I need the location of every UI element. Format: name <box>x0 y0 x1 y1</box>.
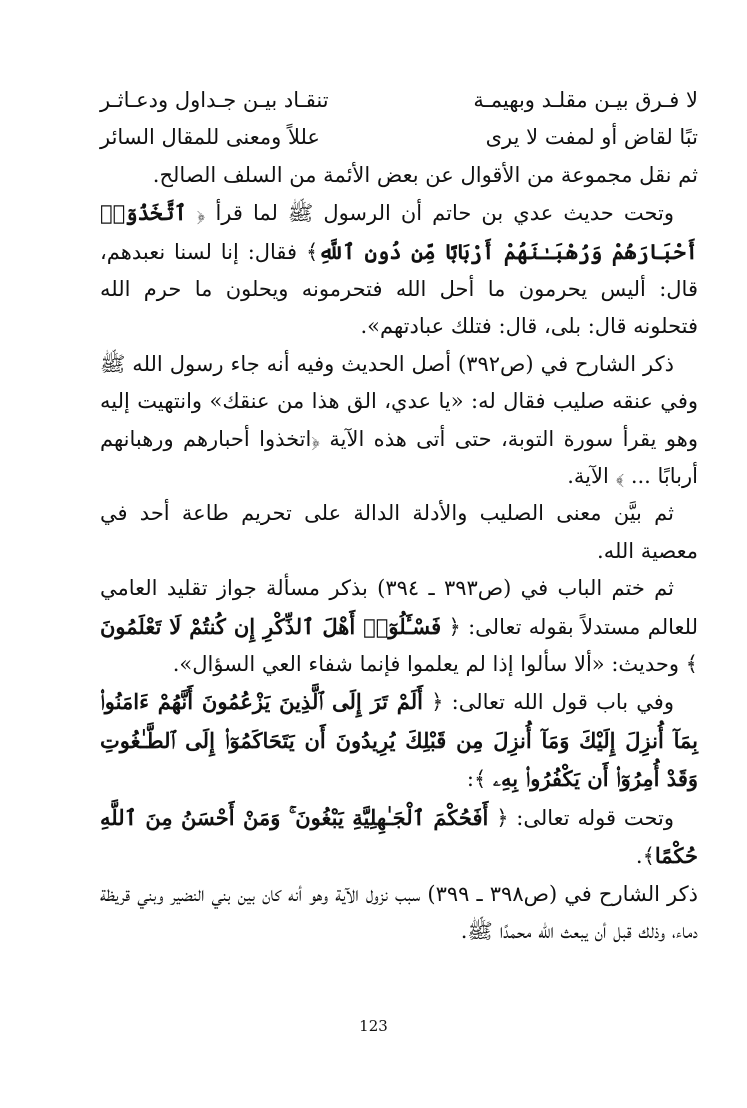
paragraph-salaf-quotes: ثم نقل مجموعة من الأقوال عن بعض الأئمة من السلف الصالح. <box>152 162 698 187</box>
paragraph-text: ﴾ فقال: إنا لسنا نعبدهم، قال: أليس يحرمون ما أحل الله فتحرمونه ويحلون ما حرم الله فتحلونه قال: بلى، قال: فتلك عبادتهم». <box>100 239 698 339</box>
paragraph-text: ثم ختم الباب في (ص٣٩٣ ـ ٣٩٤) بذكر مسألة جواز تقليد العامي للعالم مستدلاً بقوله تعالى: ﴿ <box>100 576 698 639</box>
paragraph-revelation-cause: ذكر الشارح في (ص٣٩٨ ـ ٣٩٩) سبب نزول الآية وهو أنه كان بين بني النضير وبني قريظة دماء، وذلك قبل أن يبعث الله محمدًا ﷺ. <box>100 881 698 943</box>
quran-verse: أَلَمْ تَرَ إِلَى ٱلَّذِينَ يَزْعُمُونَ أَنَّهُمْ ءَامَنُوا۟ بِمَآ أُنزِلَ إِلَيْكَ وَمَآ أُنزِلَ مِن قَبْلِكَ يُرِيدُونَ أَن يَتَحَاكَمُوٓا۟ إِلَى ٱلطَّـٰغُوتِ وَقَدْ أُمِرُوٓا۟ أَن يَكْفُرُوا۟ بِهِۦ <box>100 689 698 792</box>
paragraph-text: وتحت قوله تعالى: ﴿ <box>488 805 674 830</box>
poem-line1-left-hemistich: تنقـاد بيـن جـداول ودعـاثـر <box>100 88 329 112</box>
quran-verse: فَسْـَٔلُوٓا۟ أَهْلَ ٱلذِّكْرِ إِن كُنتُمْ لَا تَعْلَمُونَ <box>100 613 442 639</box>
poem-line2-left-hemistich: عللاً ومعنى للمقال السائر <box>100 125 320 150</box>
paragraph-text: وفي باب قول الله تعالى: ﴿ <box>422 690 674 715</box>
paragraph-text: ﴾. <box>635 844 655 869</box>
poem-line2-right-hemistich: تبًا لقاض أو لمفت لا يرى <box>485 125 698 150</box>
paragraph-text: ﴾: <box>466 767 493 792</box>
paragraph-cross-meaning: ثم بيَّن معنى الصليب والأدلة الدالة على تحريم طاعة أحد في معصية الله. <box>100 501 698 563</box>
paragraph-adi-hadith <box>100 194 698 346</box>
paragraph-sharih-392: ذكر الشارح في (ص٣٩٢) أصل الحديث وفيه أنه جاء رسول الله ﷺ وفي عنقه صليب فقال له: «يا عدي، الق هذا من عنقك» وانتهيت إليه وهو يقرأ سورة التوبة، حتى أتى هذه الآية ﴿اتخذوا أحبارهم ورهبانهم أربابًا ... ﴾ الآية. <box>100 351 698 489</box>
poem-verses <box>100 82 698 157</box>
paragraph-text: ﴾ وحديث: «ألا سألوا إذا لم يعلموا فإنما شفاء العي السؤال». <box>172 652 698 677</box>
quran-verse: ٱتَّخَذُوٓا۟ أَحْبَارَهُمْ وَرُهْبَـٰنَهُمْ أَرْبَابًا مِّن دُونِ ٱللَّهِ <box>100 200 698 264</box>
paragraph-jahiliyyah-verse <box>100 799 698 876</box>
paragraph-text: وتحت حديث عدي بن حاتم أن الرسول ﷺ لما قرأ ﴿ <box>186 201 674 226</box>
paragraph-taghut-chapter <box>100 683 698 798</box>
poem-line1-right-hemistich: لا فـرق بيـن مقلـد وبهيمـة <box>473 88 698 112</box>
page-body <box>100 82 698 950</box>
quran-verse: أَفَحُكْمَ ٱلْجَـٰهِلِيَّةِ يَبْغُونَ ۚ وَمَنْ أَحْسَنُ مِنَ ٱللَّهِ حُكْمًا <box>100 804 698 869</box>
paragraph-taqlid <box>100 570 698 683</box>
page-number: 123 <box>359 1017 388 1035</box>
